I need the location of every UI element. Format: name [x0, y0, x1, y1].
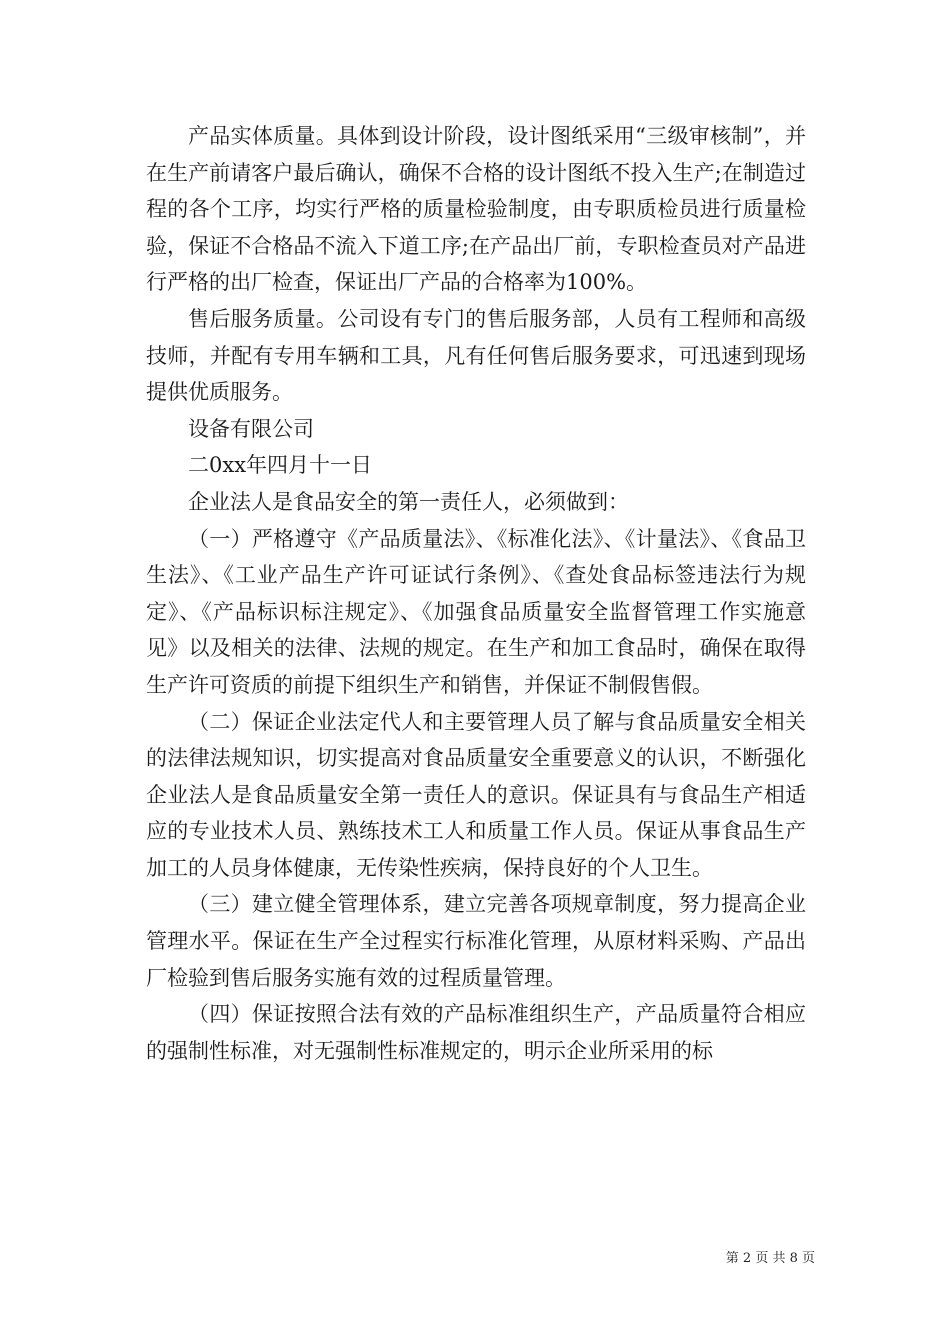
paragraph-after-sales: 售后服务质量。公司设有专门的售后服务部，人员有工程师和高级技师，并配有专用车辆和工具，凡有任何售后服务要求，可迅速到现场提供优质服务。 — [146, 306, 806, 405]
document-body — [146, 118, 806, 1069]
paragraph-legal-person-intro: 企业法人是食品安全的第一责任人，必须做到： — [188, 489, 629, 514]
signature-date: 二0xx年四月十一日 — [188, 453, 373, 478]
page-number-footer: 第 2 页 共 8 页 — [725, 1251, 815, 1266]
paragraph-item-1: （一）严格遵守《产品质量法》、《标准化法》、《计量法》、《食品卫生法》、《工业产品生产许可证试行条例》、《查处食品标签违法行为规定》、《产品标识标注规定》、《加强食品质量安全监督管理工作实施意见》以及相关的法律、法规的规定。在生产和加工食品时，确保在取得生产许可资质的前提下组织生产和销售，并保证不制假售假。 — [146, 526, 806, 697]
paragraph-item-4: （四）保证按照合法有效的产品标准组织生产，产品质量符合相应的强制性标准，对无强制性标准规定的，明示企业所采用的标 — [146, 1002, 806, 1063]
paragraph-item-3: （三）建立健全管理体系，建立完善各项规章制度，努力提高企业管理水平。保证在生产全过程实行标准化管理，从原材料采购、产品出厂检验到售后服务实施有效的过程质量管理。 — [146, 892, 806, 990]
paragraph-product-quality: 产品实体质量。具体到设计阶段，设计图纸采用“三级审核制”，并在生产前请客户最后确认，确保不合格的设计图纸不投入生产;在制造过程的各个工序，均实行严格的质量检验制度，由专职质检员进行质量检验，保证不合格品不流入下道工序;在产品出厂前，专职检查员对产品进行严格的出厂检查，保证出厂产品的合格率为100%。 — [146, 124, 806, 295]
company-signature: 设备有限公司 — [188, 416, 314, 441]
paragraph-item-2: （二）保证企业法定代人和主要管理人员了解与食品质量安全相关的法律法规知识，切实提高对食品质量安全重要意义的认识，不断强化企业法人是食品质量安全第一责任人的意识。保证具有与食品生产相适应的专业技术人员、熟练技术工人和质量工作人员。保证从事食品生产加工的人员身体健康，无传染性疾病，保持良好的个人卫生。 — [146, 709, 806, 880]
